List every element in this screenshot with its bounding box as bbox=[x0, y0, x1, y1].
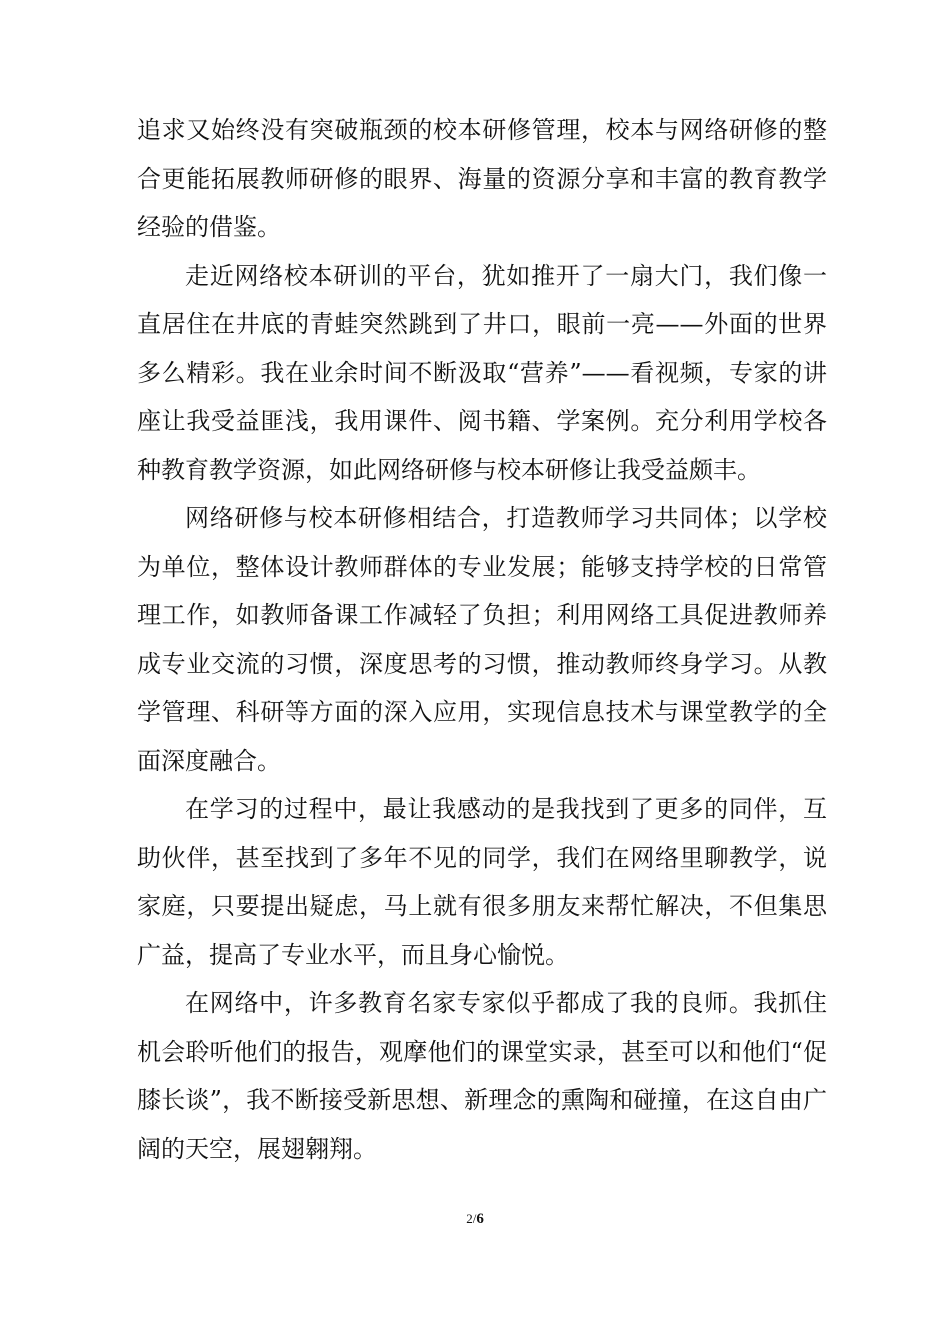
page-number-current: 2/ bbox=[466, 1211, 477, 1226]
page-number-total: 6 bbox=[476, 1211, 484, 1227]
document-body bbox=[137, 106, 827, 1173]
paragraph-2: 走近网络校本研训的平台，犹如推开了一扇大门，我们像一直居住在井底的青蛙突然跳到了井口，眼前一亮——外面的世界多么精彩。我在业余时间不断汲取“营养”——看视频，专家的讲座让我受益匪浅，我用课件、阅书籍、学案例。充分利用学校各种教育教学资源，如此网络研修与校本研修让我受益颇丰。 bbox=[137, 261, 827, 484]
paragraph-5: 在网络中，许多教育名家专家似乎都成了我的良师。我抓住机会聆听他们的报告，观摩他们的课堂实录，甚至可以和他们“促膝长谈”，我不断接受新思想、新理念的熏陶和碰撞，在这自由广阔的天空，展翅翱翔。 bbox=[137, 989, 827, 1163]
paragraph-4: 在学习的过程中，最让我感动的是我找到了更多的同伴，互助伙伴，甚至找到了多年不见的同学，我们在网络里聊教学，说家庭，只要提出疑虑，马上就有很多朋友来帮忙解决，不但集思广益，提高了专业水平，而且身心愉悦。 bbox=[137, 795, 827, 969]
paragraph-1: 追求又始终没有突破瓶颈的校本研修管理，校本与网络研修的整合更能拓展教师研修的眼界、海量的资源分享和丰富的教育教学经验的借鉴。 bbox=[137, 116, 827, 241]
paragraph-3: 网络研修与校本研修相结合，打造教师学习共同体；以学校为单位，整体设计教师群体的专业发展；能够支持学校的日常管理工作，如教师备课工作减轻了负担；利用网络工具促进教师养成专业交流的习惯，深度思考的习惯，推动教师终身学习。从教学管理、科研等方面的深入应用，实现信息技术与课堂教学的全面深度融合。 bbox=[137, 504, 827, 775]
page-number bbox=[0, 1211, 950, 1228]
